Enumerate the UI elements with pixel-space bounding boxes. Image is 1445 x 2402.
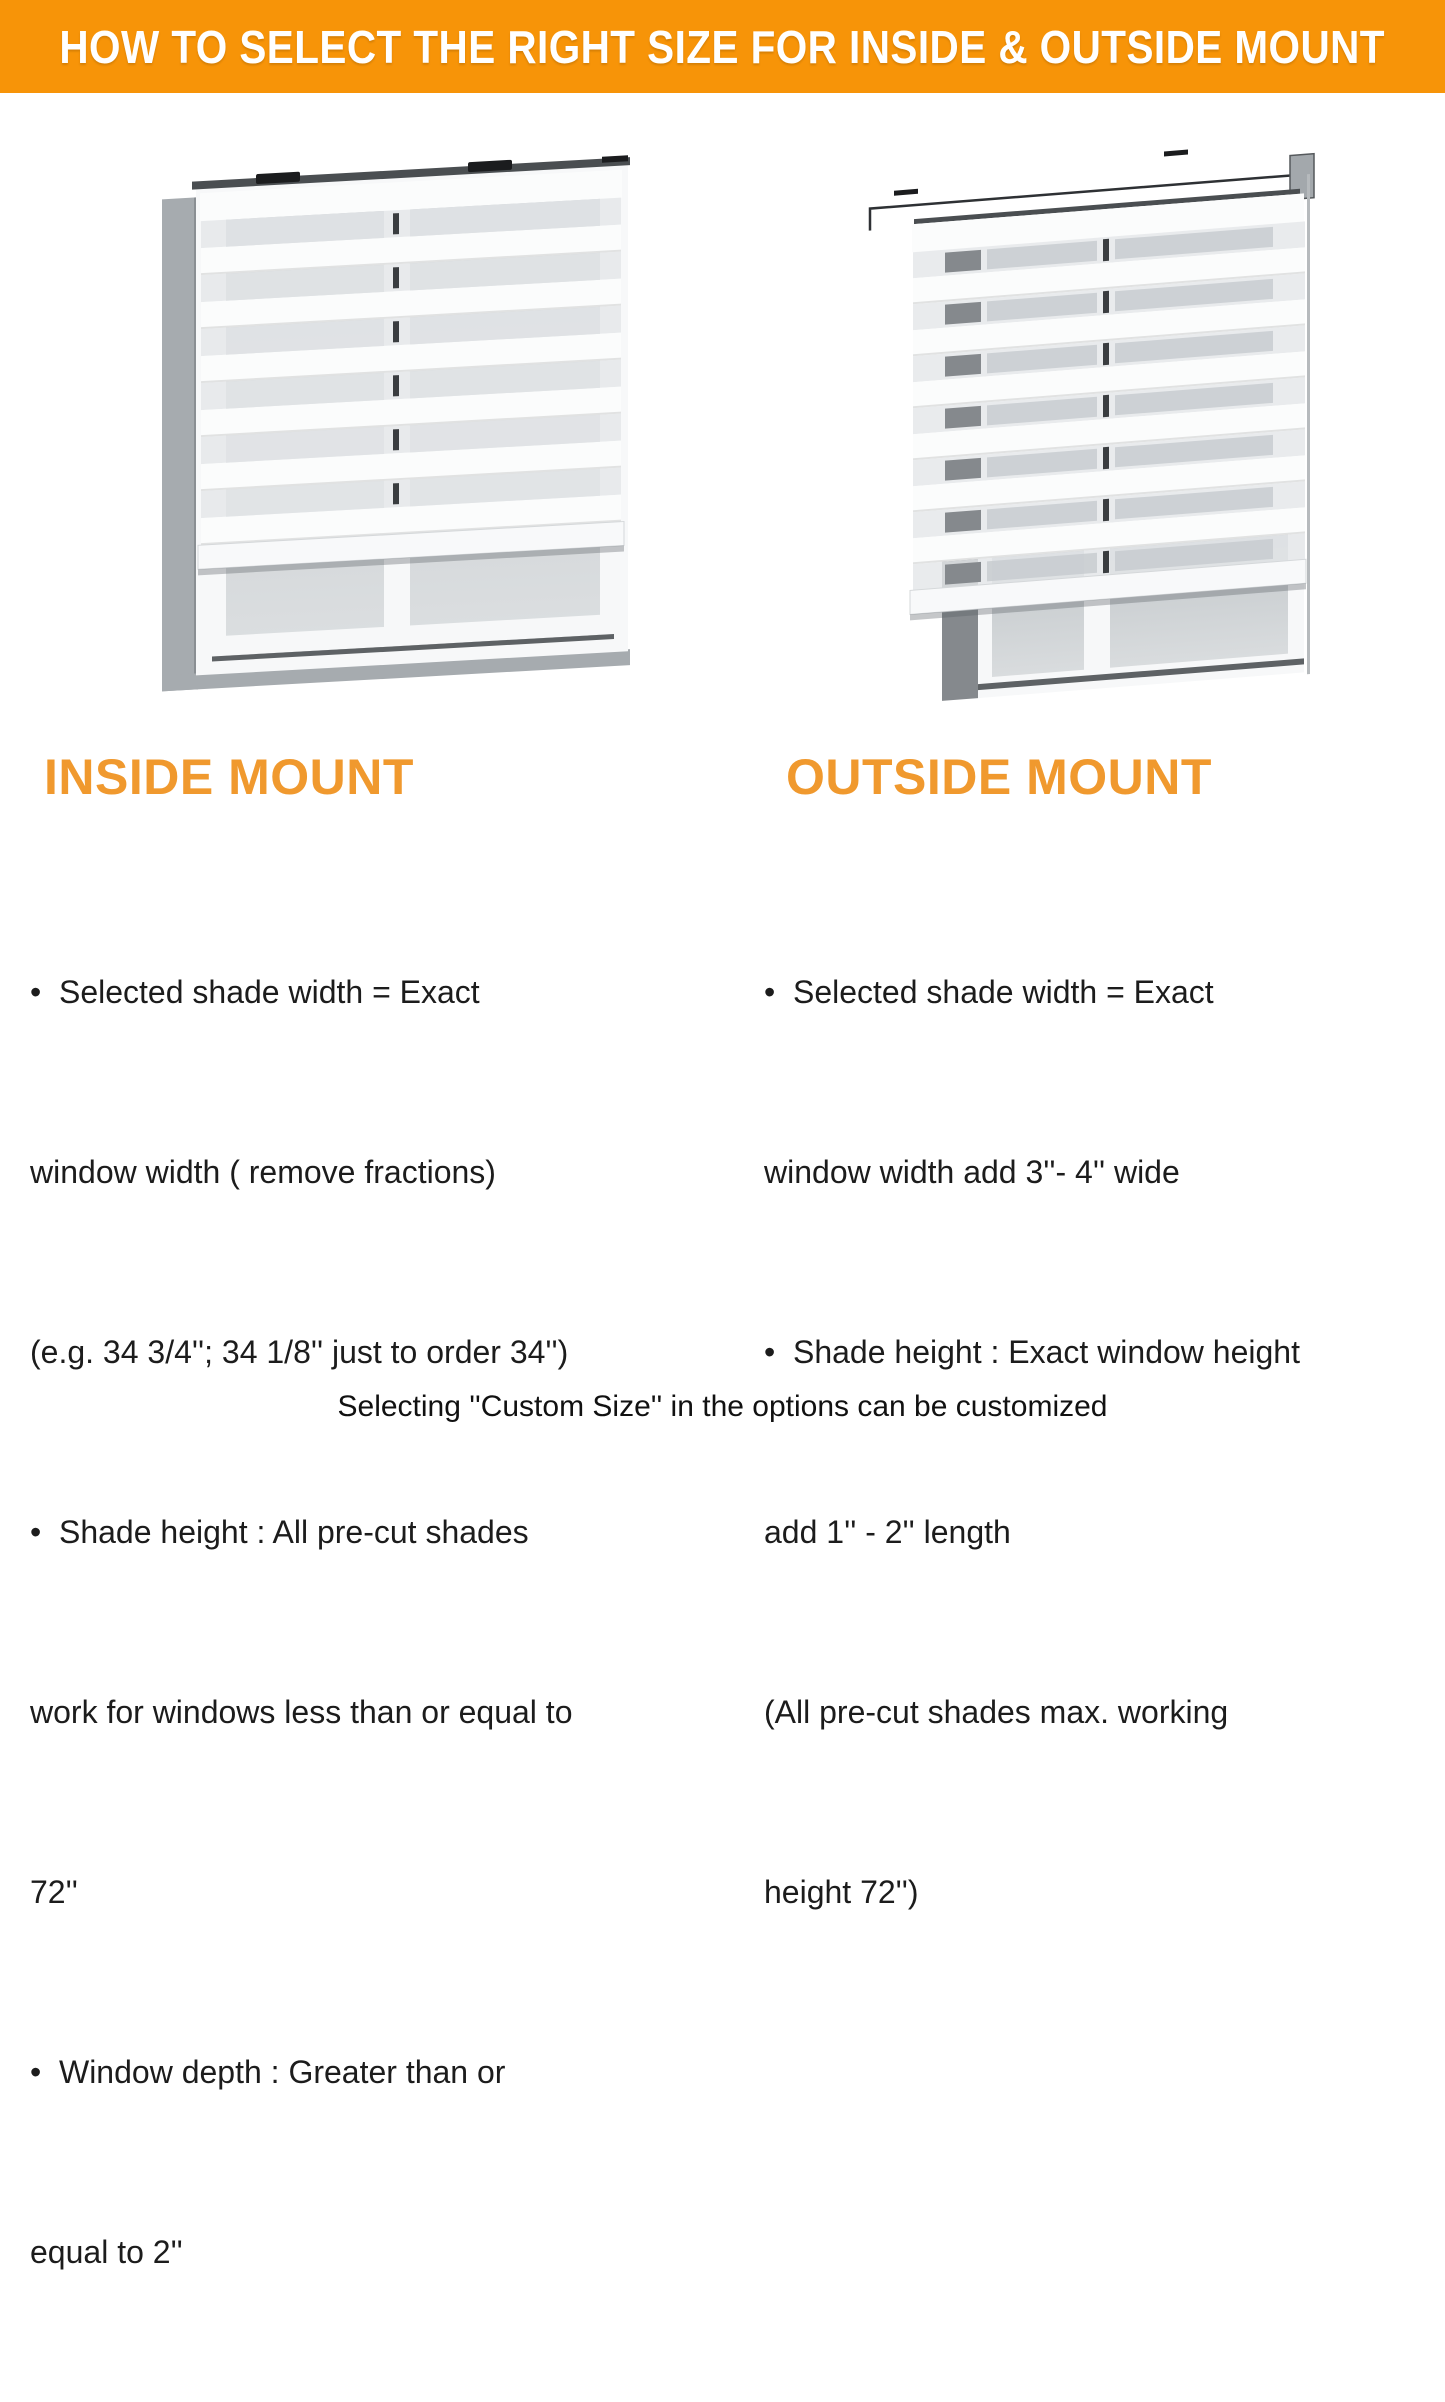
zebra-shade — [198, 169, 624, 575]
outside-mount-illustration — [852, 128, 1340, 736]
instruction-line: window width add 3''- 4'' wide — [764, 1154, 1180, 1190]
inside-mount-illustration — [150, 140, 665, 725]
instruction-line: • Shade height : Exact window height — [764, 1334, 1300, 1370]
outside-mount-heading: OUTSIDE MOUNT — [786, 749, 1212, 805]
instruction-line: 72'' — [30, 1874, 78, 1910]
footer-note: Selecting ''Custom Size'' in the options can be customized — [337, 1390, 1108, 1423]
instruction-line: • Shade height : All pre-cut shades — [30, 1514, 529, 1550]
instruction-line: height 72'') — [764, 1874, 919, 1910]
instruction-line: work for windows less than or equal to — [30, 1694, 573, 1730]
inside-mount-instructions — [30, 842, 736, 2402]
instruction-line: add 1'' - 2'' length — [764, 1514, 1011, 1550]
instruction-line: • Selected shade width = Exact — [30, 974, 480, 1010]
inside-mount-heading: INSIDE MOUNT — [44, 749, 414, 805]
outside-mount-instructions — [764, 842, 1432, 2042]
banner — [0, 0, 1445, 93]
instruction-line: window width ( remove fractions) — [30, 1154, 496, 1190]
zebra-shade — [910, 188, 1306, 620]
instruction-line: • Selected shade width = Exact — [764, 974, 1214, 1010]
instruction-line: • Window depth : Greater than or — [30, 2054, 506, 2090]
instruction-line: (All pre-cut shades max. working — [764, 1694, 1229, 1730]
instruction-line: (e.g. 34 3/4''; 34 1/8'' just to order 34'') — [30, 1334, 569, 1370]
banner-title: HOW TO SELECT THE RIGHT SIZE FOR INSIDE & OUTSIDE MOUNT — [59, 20, 1386, 73]
instruction-line: equal to 2'' — [30, 2234, 183, 2270]
